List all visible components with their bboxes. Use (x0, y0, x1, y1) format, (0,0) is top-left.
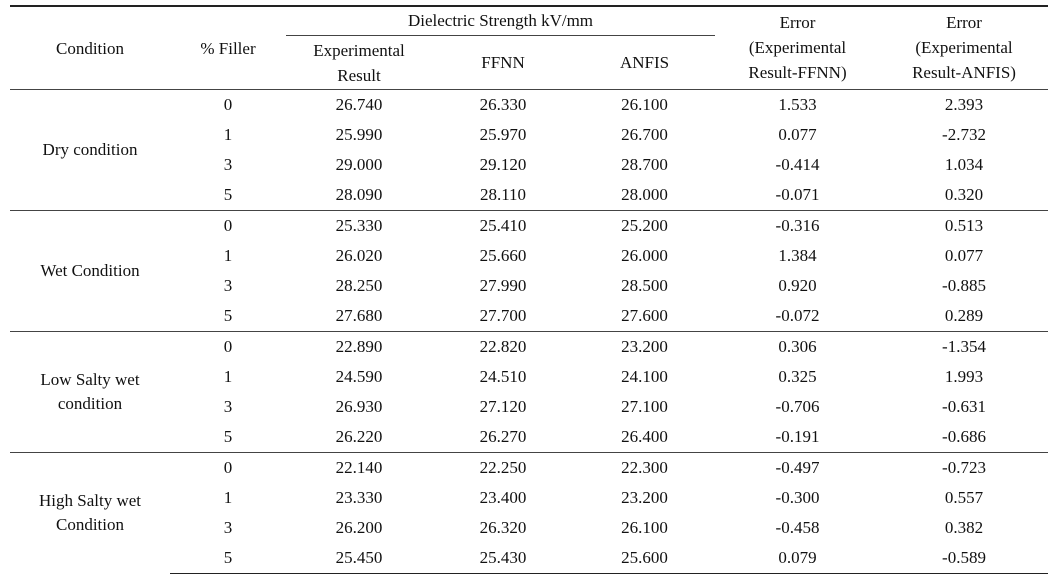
cell-filler: 3 (223, 397, 233, 416)
header-condition: Condition (10, 6, 170, 90)
cell-error-anfis: 0.320 (944, 185, 984, 204)
cell-error-ffnn: -0.414 (775, 155, 820, 174)
cell-ffnn: 22.250 (432, 453, 574, 484)
cell-experimental: 26.200 (335, 518, 383, 537)
cell-error-anfis: -0.885 (942, 276, 986, 295)
cell-error-ffnn: -0.191 (775, 427, 820, 446)
header-error-ffnn-line3: Result-FFNN) (748, 63, 847, 82)
header-error-anfis (880, 6, 1048, 90)
cell-error-anfis: 0.382 (944, 518, 984, 537)
header-error-ffnn-line1: Error (779, 13, 816, 32)
cell-filler: 0 (170, 453, 286, 484)
cell-anfis: 25.200 (574, 211, 715, 242)
cell-error-anfis: -0.589 (880, 543, 1048, 574)
header-error-ffnn-line2: (Experimental (748, 38, 847, 57)
cell-filler: 1 (223, 367, 233, 386)
cell-ffnn: 26.330 (479, 95, 527, 114)
cell-ffnn: 23.400 (479, 488, 527, 507)
cell-error-ffnn: 1.533 (778, 95, 817, 114)
cell-error-ffnn: 0.325 (778, 367, 817, 386)
cell-anfis: 28.700 (621, 155, 668, 174)
cell-experimental: 24.590 (335, 367, 383, 386)
cell-filler: 3 (223, 155, 233, 174)
cell-ffnn: 25.410 (432, 211, 574, 242)
cell-error-ffnn: -0.071 (775, 185, 820, 204)
header-error-anfis-line3: Result-ANFIS) (912, 63, 1016, 82)
header-experimental (286, 36, 432, 90)
cell-ffnn: 25.970 (479, 125, 527, 144)
cell-filler: 1 (223, 488, 233, 507)
table-row (10, 211, 1048, 242)
cell-filler: 5 (223, 306, 233, 325)
cell-experimental: 25.450 (286, 543, 432, 574)
cell-error-anfis: 1.993 (944, 367, 984, 386)
cell-error-anfis: -0.631 (942, 397, 986, 416)
header-filler: % Filler (170, 6, 286, 90)
cell-error-anfis: -1.354 (880, 332, 1048, 363)
cell-ffnn: 27.120 (479, 397, 527, 416)
cell-experimental: 22.890 (286, 332, 432, 363)
cell-anfis: 26.000 (621, 246, 668, 265)
cell-error-anfis: 2.393 (944, 95, 984, 114)
cell-filler: 0 (170, 332, 286, 363)
cell-condition (10, 211, 170, 332)
cell-filler: 1 (223, 246, 233, 265)
table-header (10, 6, 1048, 90)
condition-line1: Low Salty wet (40, 370, 140, 389)
cell-error-anfis: 1.034 (944, 155, 984, 174)
cell-error-anfis: -0.686 (942, 427, 986, 446)
cell-experimental: 26.740 (335, 95, 383, 114)
header-dielectric-strength: Dielectric Strength kV/mm (286, 6, 715, 36)
cell-error-ffnn: 0.077 (778, 125, 817, 144)
cell-error-ffnn: -0.706 (775, 397, 820, 416)
cell-filler: 5 (170, 543, 286, 574)
cell-error-anfis: 0.557 (944, 488, 984, 507)
cell-anfis: 28.500 (621, 276, 668, 295)
cell-error-ffnn: 0.079 (715, 543, 880, 574)
table-row (10, 453, 1048, 484)
cell-filler: 0 (170, 211, 286, 242)
header-error-anfis-line2: (Experimental (915, 38, 1013, 57)
cell-error-ffnn: 0.306 (715, 332, 880, 363)
header-error-anfis-line1: Error (946, 13, 982, 32)
cell-error-anfis: -2.732 (942, 125, 986, 144)
cell-experimental: 29.000 (335, 155, 383, 174)
cell-anfis: 28.000 (621, 185, 668, 204)
cell-experimental: 25.990 (335, 125, 383, 144)
cell-error-ffnn: 1.384 (778, 246, 817, 265)
cell-error-anfis: 0.513 (880, 211, 1048, 242)
cell-experimental: 22.140 (286, 453, 432, 484)
cell-error-ffnn: -0.072 (775, 306, 820, 325)
cell-anfis: 26.700 (621, 125, 668, 144)
cell-anfis: 23.200 (621, 488, 668, 507)
header-experimental-line2: Result (337, 65, 381, 85)
cell-filler: 1 (223, 125, 233, 144)
cell-filler: 3 (223, 518, 233, 537)
cell-ffnn: 28.110 (479, 185, 527, 204)
condition-line1: High Salty wet (39, 491, 141, 511)
cell-ffnn: 29.120 (479, 155, 527, 174)
cell-error-anfis: 0.077 (944, 246, 984, 265)
header-error-ffnn (715, 6, 880, 90)
cell-experimental: 25.330 (286, 211, 432, 242)
cell-filler: 3 (223, 276, 233, 295)
cell-ffnn: 27.990 (479, 276, 527, 295)
cell-ffnn: 26.320 (479, 518, 527, 537)
cell-experimental: 28.250 (335, 276, 383, 295)
cell-anfis: 26.400 (621, 427, 668, 446)
cell-ffnn: 22.820 (432, 332, 574, 363)
cell-anfis: 27.100 (621, 397, 668, 416)
cell-anfis: 26.100 (621, 518, 668, 537)
header-experimental-line1: Experimental (313, 40, 405, 60)
results-table (10, 5, 1048, 574)
cell-condition (10, 332, 170, 453)
cell-experimental: 26.930 (335, 397, 383, 416)
cell-ffnn: 25.430 (432, 543, 574, 574)
header-anfis: ANFIS (574, 36, 715, 90)
cell-condition (10, 453, 170, 574)
table-row (10, 90, 1048, 121)
cell-experimental: 23.330 (335, 488, 383, 507)
condition-line2: Condition (55, 515, 124, 535)
cell-filler: 0 (223, 95, 233, 114)
cell-ffnn: 24.510 (479, 367, 527, 386)
cell-anfis: 26.100 (621, 95, 668, 114)
cell-experimental: 26.220 (335, 427, 383, 446)
cell-ffnn: 27.700 (479, 306, 527, 325)
cell-condition (10, 90, 170, 211)
cell-error-ffnn: 0.920 (778, 276, 817, 295)
cell-error-ffnn: -0.316 (715, 211, 880, 242)
cell-anfis: 27.600 (621, 306, 668, 325)
cell-error-anfis: 0.289 (944, 306, 984, 325)
cell-experimental: 26.020 (335, 246, 383, 265)
cell-ffnn: 25.660 (479, 246, 527, 265)
cell-experimental: 27.680 (335, 306, 383, 325)
cell-filler: 5 (223, 185, 233, 204)
condition-line2: condition (57, 394, 123, 413)
table-body (10, 90, 1048, 574)
cell-anfis: 24.100 (621, 367, 668, 386)
header-ffnn: FFNN (432, 36, 574, 90)
cell-experimental: 28.090 (335, 185, 383, 204)
cell-error-ffnn: -0.458 (775, 518, 820, 537)
cell-error-anfis: -0.723 (880, 453, 1048, 484)
cell-anfis: 25.600 (574, 543, 715, 574)
cell-filler: 5 (223, 427, 233, 446)
condition-line1: Dry condition (42, 140, 138, 159)
cell-anfis: 22.300 (574, 453, 715, 484)
cell-anfis: 23.200 (574, 332, 715, 363)
cell-error-ffnn: -0.300 (775, 488, 820, 507)
table-row (10, 332, 1048, 363)
cell-ffnn: 26.270 (479, 427, 527, 446)
condition-line1: Wet Condition (40, 261, 140, 280)
cell-error-ffnn: -0.497 (715, 453, 880, 484)
